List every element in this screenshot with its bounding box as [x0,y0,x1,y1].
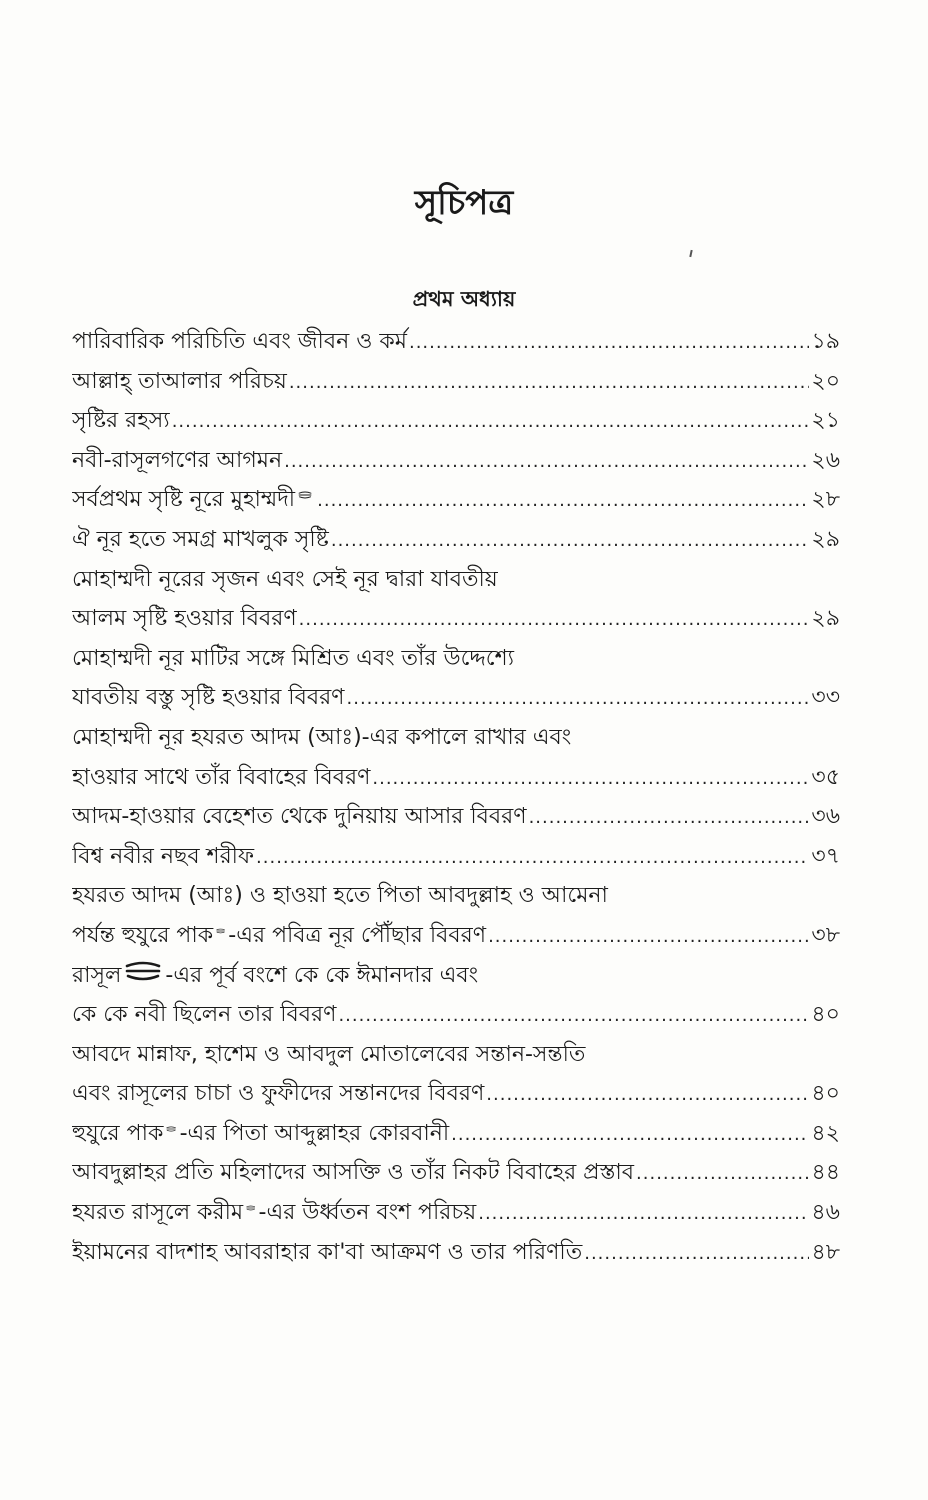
chapter-heading: প্রথম অধ্যায় [412,287,516,311]
toc-entry-title: মোহাম্মদী নূর মাটির সঙ্গে মিশ্রিত এবং তাঁর উদ্দেশ্যে [72,645,515,671]
toc-entry[interactable] [72,797,840,837]
toc-entry-title: আদম-হাওয়ার বেহেশত থেকে দুনিয়ায় আসার বিবরণ [72,804,527,830]
toc-entry-title: আল্লাহ্ তাআলার পরিচয় [72,368,287,394]
toc-entry[interactable] [72,401,840,441]
pbuh-calligraphy-icon [216,920,225,942]
toc-page-number: ৩৩ [811,685,840,711]
toc-entry-title-after: -এর পিতা আব্দুল্লাহর কোরবানী [179,1120,450,1146]
pbuh-calligraphy-icon [298,484,312,506]
pbuh-calligraphy-icon [246,1197,255,1219]
toc-page-number: ২০ [811,368,840,394]
ink-speck [689,250,692,257]
toc-entry-title: যাবতীয় বস্তু সৃষ্টি হওয়ার বিবরণ [72,685,345,711]
dot-leader [529,798,810,837]
dot-leader [317,481,809,520]
page-title: সূচিপত্র [414,183,514,223]
toc-entry[interactable] [72,1193,840,1233]
toc-page-number: ৩৮ [811,922,840,948]
toc-page-number: ৪০ [811,1081,840,1107]
toc-page-number: ২৬ [811,447,840,473]
dot-leader [331,521,810,560]
toc-entry-title: কে কে নবী ছিলেন তার বিবরণ [72,1002,337,1028]
toc-entry[interactable] [72,995,840,1035]
toc-entry-title: ইয়ামনের বাদশাহ আবরাহার কা'বা আক্রমণ ও তার পরিণতি [72,1239,583,1265]
toc-entry-title: এবং রাসূলের চাচা ও ফুফীদের সন্তানদের বিবরণ [72,1081,485,1107]
dot-leader [488,917,809,956]
toc-entry-title: সর্বপ্রথম সৃষ্টি নূরে মুহাম্মদী [72,487,296,513]
toc-entry-title: সৃষ্টির রহস্য [72,408,170,434]
toc-page-number: ৩৭ [811,843,840,869]
toc-entry[interactable] [72,441,840,481]
dot-leader [256,838,809,877]
toc-entry-title-after: -এর পবিত্র নূর পৌঁছার বিবরণ [228,922,487,948]
dot-leader [172,402,810,441]
toc-entry-title: আবদুল্লাহর প্রতি মহিলাদের আসক্তি ও তাঁর নিকট বিবাহের প্রস্তাব [72,1160,635,1186]
dot-leader [409,323,809,362]
toc-page-number: ২৯ [811,526,840,552]
toc-entry-title: পারিবারিক পরিচিতি এবং জীবন ও কর্ম [72,329,407,354]
toc-entry-continued[interactable] [72,956,840,996]
toc-entry-title: নবী-রাসূলগণের আগমন [72,447,283,473]
dot-leader [584,1234,809,1273]
toc-entry[interactable] [72,1074,840,1114]
toc-entry-title: আবদে মান্নাফ, হাশেম ও আবদুল মোতালেবের সন্তান-সন্ততি [72,1041,586,1067]
pbuh-calligraphy-icon [166,1118,176,1140]
toc-page-number: ৪৬ [811,1200,840,1226]
toc-entry[interactable] [72,916,840,956]
toc-entry-title: মোহাম্মদী নূরের সৃজন এবং সেই নূর দ্বারা যাবতীয় [72,566,498,592]
dot-leader [478,1194,809,1233]
dot-leader [299,600,810,639]
toc-entry-continued[interactable] [72,639,840,679]
toc-entry-title-before: হুযুরে পাক [72,1120,164,1146]
toc-entry[interactable] [72,480,840,520]
toc-entry-title: বিশ্ব নবীর নছব শরীফ [72,843,255,869]
toc-entry-title: ঐ নূর হতে সমগ্র মাখলুক সৃষ্টি [72,526,329,552]
toc-page-number: ৩৬ [811,804,840,830]
dot-leader [636,1154,809,1193]
dot-leader [289,363,810,402]
toc-entry[interactable] [72,362,840,402]
toc-page-number: ৪০ [811,1002,840,1028]
toc-entry-title-before: হযরত রাসূলে করীম [72,1200,244,1226]
toc-entry-continued[interactable] [72,560,840,600]
toc-entry[interactable] [72,1114,840,1154]
toc-page-number: ৪৪ [811,1160,840,1186]
toc-page-number: ৩৫ [811,764,840,790]
toc-page-number: ৪২ [811,1120,840,1146]
toc-entry-continued[interactable] [72,876,840,916]
toc-entry-title-before: পর্যন্ত হুযুরে পাক [72,922,214,948]
toc-page-number: ২৮ [811,487,840,513]
dot-leader [372,759,809,798]
toc-entry[interactable] [72,837,840,877]
toc-page-number: ১৯ [811,329,840,354]
dot-leader [284,442,809,481]
toc-entry[interactable] [72,678,840,718]
toc-entry[interactable] [72,1233,840,1273]
pbuh-calligraphy-icon [124,960,162,982]
dot-leader [486,1075,809,1114]
toc-entry-title: হাওয়ার সাথে তাঁর বিবাহের বিবরণ [72,764,371,790]
toc-entry-continued[interactable] [72,1035,840,1075]
toc-entry[interactable] [72,520,840,560]
toc-entry-title: হযরত আদম (আঃ) ও হাওয়া হতে পিতা আবদুল্লাহ ও আমেনা [72,883,608,909]
dot-leader [347,679,810,718]
toc-page-number: ২১ [811,408,840,434]
toc-entry-title-before: রাসূল [72,962,122,988]
table-of-contents [72,322,840,1272]
toc-page-number: ৪৮ [811,1239,840,1265]
toc-entry-title: মোহাম্মদী নূর হযরত আদম (আঃ)-এর কপালে রাখার এবং [72,724,572,750]
toc-entry[interactable] [72,1153,840,1193]
dot-leader [338,996,809,1035]
toc-entry[interactable] [72,322,840,362]
dot-leader [451,1115,809,1154]
toc-entry-title-after: -এর উর্ধ্বতন বংশ পরিচয় [258,1200,477,1226]
toc-entry-continued[interactable] [72,718,840,758]
toc-entry[interactable] [72,599,840,639]
toc-entry-title-after: -এর পূর্ব বংশে কে কে ঈমানদার এবং [165,962,479,988]
toc-entry-title: আলম সৃষ্টি হওয়ার বিবরণ [72,606,297,632]
toc-page-number: ২৯ [811,606,840,632]
toc-entry[interactable] [72,758,840,798]
